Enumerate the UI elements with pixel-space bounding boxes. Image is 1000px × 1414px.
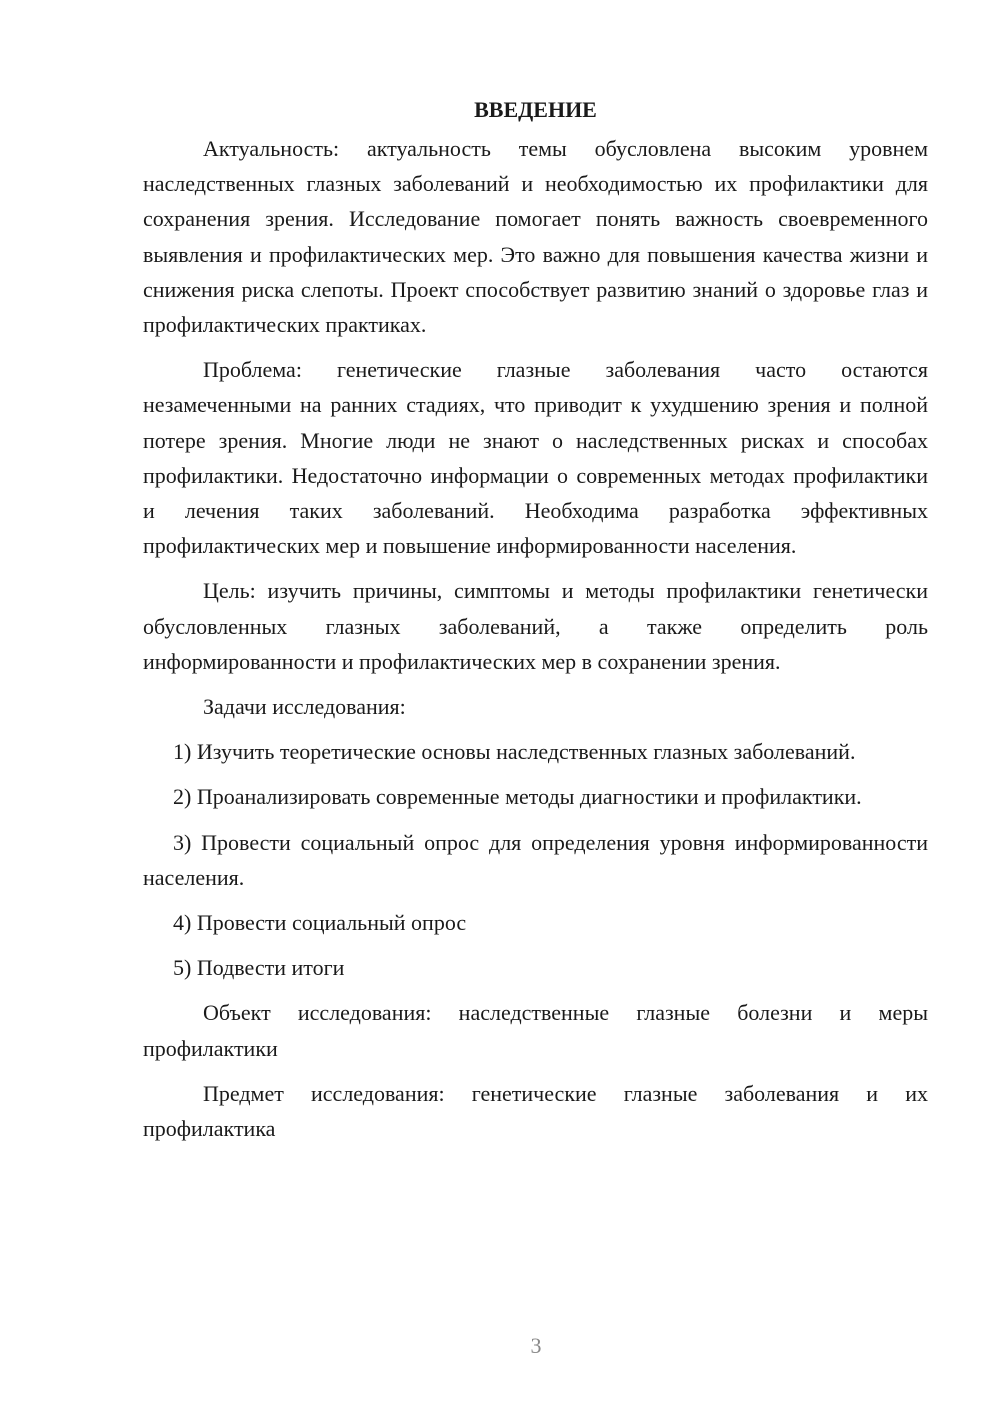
tasks-heading: Задачи исследования:	[203, 694, 406, 720]
document-title: ВВЕДЕНИЕ	[474, 97, 597, 122]
page-number: 3	[530, 1333, 542, 1358]
object-paragraph: Объект исследования: наследственные глазные болезни и меры профилактики	[143, 1000, 928, 1061]
problem-paragraph: Проблема: генетические глазные заболевания часто остаются незамеченными на ранних стадиях, что приводит к ухудшению зрения и полной потере зрения. Многие люди не знают о наследственных рисках и способах профилактики. Недостаточно информации о современных методах профилактики и лечения таких заболеваний. Необходима разработка эффективных профилактических мер и повышение информированности населения.	[143, 357, 928, 559]
subject-paragraph: Предмет исследования: генетические глазные заболевания и их профилактика	[143, 1080, 928, 1142]
task-item: 3) Провести социальный опрос для определения уровня информированности населения.	[143, 829, 928, 890]
task-item: 1) Изучить теоретические основы наследственных глазных заболеваний.	[173, 739, 856, 765]
document-body	[143, 92, 928, 1156]
task-item: 4) Провести социальный опрос	[173, 910, 467, 936]
relevance-paragraph: Актуальность: актуальность темы обусловлена высоким уровнем наследственных глазных заболеваний и необходимостью их профилактики для сохранения зрения. Исследование помогает понять важность своевременного выявления и профилактических мер. Это важно для повышения качества жизни и снижения риска слепоты. Проект способствует развитию знаний о здоровье глаз и профилактических практиках.	[143, 136, 928, 338]
goal-paragraph: Цель: изучить причины, симптомы и методы профилактики генетически обусловленных глазных заболеваний, а также определить роль информированности и профилактических мер в сохранении зрения.	[143, 578, 928, 674]
task-item: 5) Подвести итоги	[173, 955, 345, 981]
task-item: 2) Проанализировать современные методы диагностики и профилактики.	[173, 784, 862, 810]
